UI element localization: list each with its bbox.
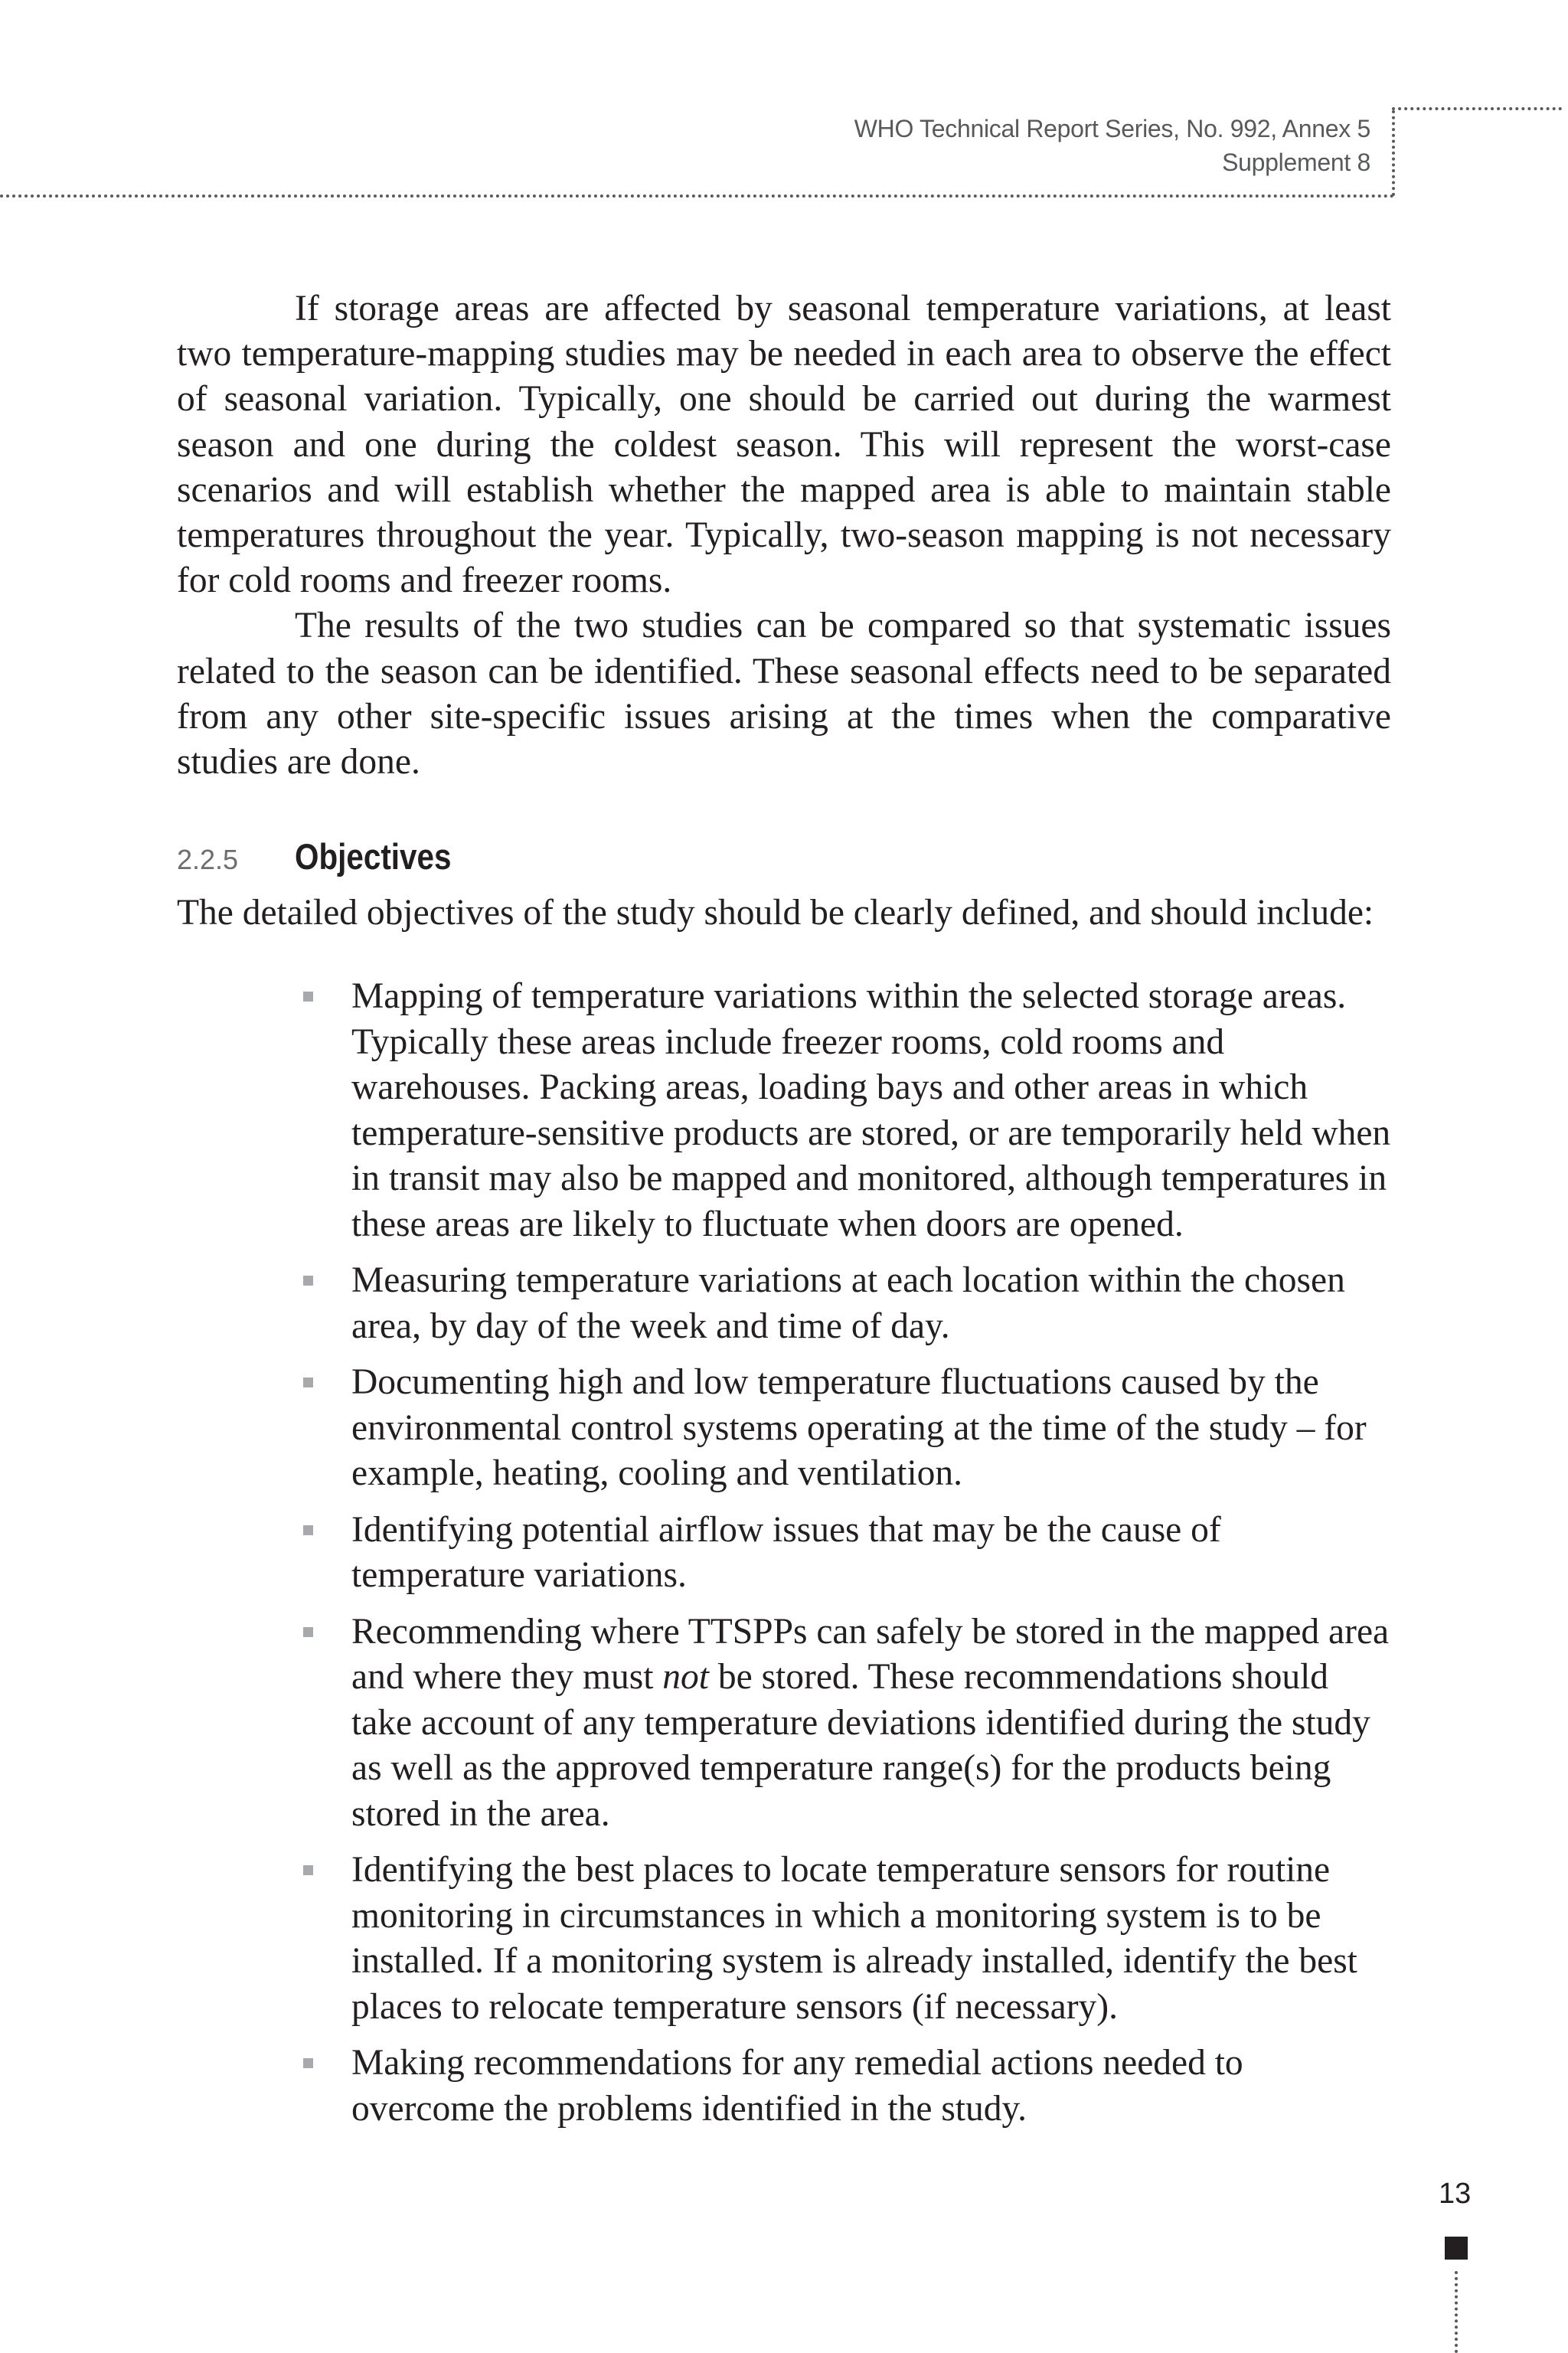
list-item (351, 1610, 1391, 1838)
bullet-square-icon (303, 1276, 313, 1286)
header-dotted-rule (0, 194, 1395, 198)
list-item (351, 974, 1391, 1247)
header-dotted-rule-top (1392, 107, 1562, 110)
list-item-text: Identifying the best places to locate temperature sensors for routine monitoring in circumstances in which a monitoring system is to be installed. If a monitoring system is already installed, identify the best places to relocate temperature sensors (if necessary). (351, 1850, 1357, 2027)
objectives-list (177, 974, 1391, 2132)
section-number: 2.2.5 (177, 844, 239, 876)
list-item-text: Measuring temperature variations at each location within the chosen area, by day of the week and time of day. (351, 1260, 1345, 1346)
bullet-square-icon (303, 1377, 313, 1387)
list-item-text: Making recommendations for any remedial actions needed to overcome the problems identified in the study. (351, 2043, 1243, 2129)
body-paragraph-comparison: The results of the two studies can be compared so that systematic issues related to the season can be identified. These seasonal effects need to be separated from any other site-specific issues arising at the times when the comparative studies are done. (177, 606, 1391, 783)
section-intro: The detailed objectives of the study should be clearly defined, and should include: (177, 893, 1374, 933)
list-item (351, 1258, 1391, 1349)
list-item (351, 1848, 1391, 2030)
list-item (351, 2041, 1391, 2132)
bullet-square-icon (303, 1627, 313, 1637)
footer-dotted-rule (1455, 2271, 1458, 2353)
list-item-text-start: Recommending where TTSPPs can safely be stored in the mapped area and where they must (351, 1611, 1390, 1698)
header-series: WHO Technical Report Series, No. 992, Annex 5 (854, 115, 1370, 142)
header-dotted-rule-vertical (1392, 110, 1395, 196)
list-item-text: Identifying potential airflow issues that may be the cause of temperature variations. (351, 1509, 1221, 1596)
bullet-square-icon (303, 2058, 313, 2068)
bullet-square-icon (303, 992, 313, 1002)
section-heading (177, 835, 1391, 883)
list-item-text: Mapping of temperature variations within the selected storage areas. Typically these areas include freezer rooms, cold rooms and warehouses. Packing areas, loading bays and other areas in which temperature-sensitive products are stored, or are temporarily held when in transit may also be mapped and monitored, although temperatures in these areas are likely to fluctuate when doors are opened. (351, 976, 1391, 1244)
bullet-square-icon (303, 1525, 313, 1535)
list-item-text-end: be stored. These recommendations should take account of any temperature deviations identified during the study as well as the approved temperature range(s) for the products being stored in the area. (351, 1657, 1370, 1834)
page-content (177, 286, 1391, 2142)
page-number: 13 (1439, 2178, 1472, 2210)
bullet-square-icon (303, 1865, 313, 1875)
header-supplement: Supplement 8 (1222, 149, 1370, 176)
list-item (351, 1360, 1391, 1497)
list-item (351, 1508, 1391, 1599)
body-paragraph-seasonal: If storage areas are affected by seasonal temperature variations, at least two temperature-mapping studies may be needed in each area to observe the effect of seasonal variation. Typically, one should be carried out during the warmest season and one during the coldest season. This will represent the worst-case scenarios and will establish whether the mapped area is able to maintain stable temperatures throughout the year. Typically, two-season mapping is not necessary for cold rooms and freezer rooms. (177, 289, 1391, 601)
list-item-text (351, 1612, 1389, 1834)
section-title: Objectives (295, 836, 452, 877)
page-marker-square (1445, 2237, 1468, 2260)
list-item-text: Documenting high and low temperature fluctuations caused by the environmental control systems operating at the time of the study – for example, heating, cooling and ventilation. (351, 1362, 1367, 1494)
running-header (854, 112, 1370, 179)
emphasis-not: not (662, 1657, 709, 1698)
